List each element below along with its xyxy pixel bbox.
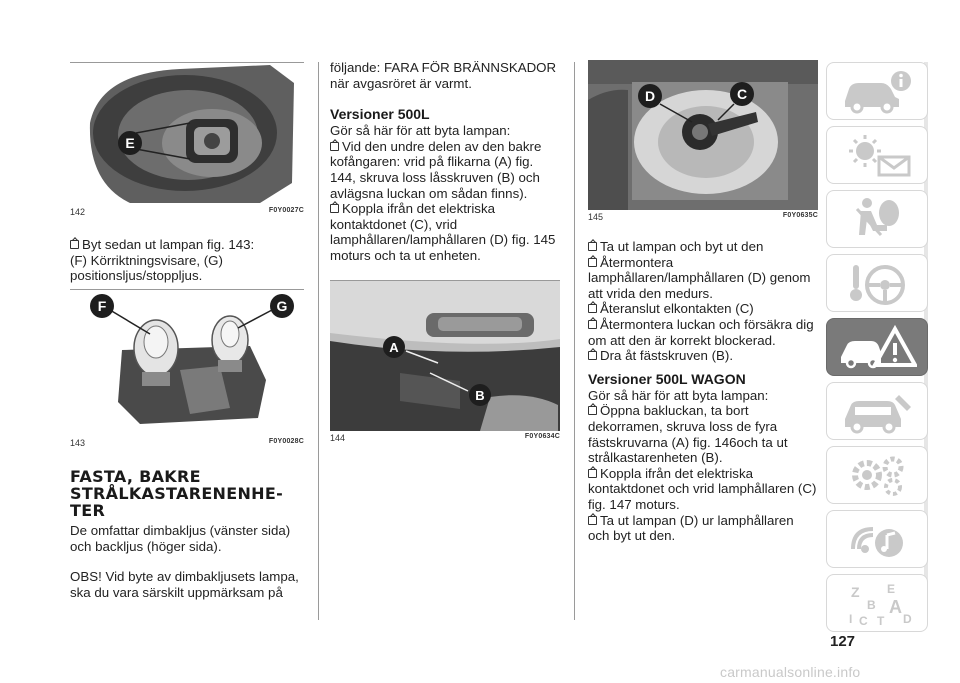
sidebar-tab-car-info[interactable] [826, 62, 928, 120]
checkbox-icon [588, 516, 597, 525]
sidebar-tab-starting[interactable] [826, 254, 928, 312]
bullet-line [588, 255, 818, 302]
checkbox-icon [330, 204, 339, 213]
key-steering-icon [837, 259, 917, 307]
figure-144 [330, 280, 560, 443]
sidebar-tab-multimedia[interactable] [826, 510, 928, 568]
figure-144-illustration [330, 281, 560, 431]
bullet-text: Koppla ifrån det elektriska kontaktdonet (C), vrid lamphållaren/lamphållaren (D) fig. 145 moturs och ta ut enheten. [330, 201, 556, 263]
multimedia-icon [837, 515, 917, 563]
bullet-text: Öppna bakluckan, ta bort dekorramen, skruva loss de fyra fästskruvarna (A) fig. 146och ta ut strålkastarenheten (B). [588, 403, 788, 466]
callout-label: D [644, 88, 656, 104]
sidebar-tab-lights[interactable] [826, 126, 928, 184]
lights-message-icon [837, 131, 917, 179]
bullet-text: Koppla ifrån det elektriska kontaktdonet och vrid lamphållaren (C) fig. 147 moturs. [588, 465, 817, 512]
figure-145 [588, 60, 818, 222]
alphabet-index-icon [837, 579, 917, 627]
checkbox-icon [588, 351, 597, 360]
safety-airbag-icon [837, 195, 917, 243]
svg-text:E: E [887, 582, 896, 596]
callout-label: F [97, 298, 107, 314]
bullet-text: Vid den undre delen av den bakre kofångaren: vrid på flikarna (A) fig. 144, skruva loss låsskruven (B) och avlägsna luckan om sådan finns). [330, 138, 542, 201]
svg-text:D: D [903, 612, 912, 626]
checkbox-icon [588, 242, 597, 251]
bullet-text: Ta ut lampan och byt ut den [600, 239, 764, 254]
car-info-icon [837, 67, 917, 115]
svg-text:I: I [849, 612, 853, 626]
section-heading: Versioner 500L [330, 106, 430, 123]
bullet-line [588, 513, 818, 544]
callout-label: A [389, 340, 399, 355]
bullet-text: Byt sedan ut lampan fig. 143: [82, 237, 255, 252]
page-number: 127 [830, 633, 856, 650]
figure-caption [70, 207, 304, 217]
svg-text:Z: Z [851, 584, 860, 600]
figure-number: 142 [70, 207, 86, 217]
figure-caption [70, 438, 304, 448]
sidebar-tab-service[interactable] [826, 382, 928, 440]
text-block-1 [70, 237, 304, 284]
bullet-text: Ta ut lampan (D) ur lamphållaren och byt ut den. [588, 512, 794, 544]
car-service-icon [837, 387, 917, 435]
watermark: carmanualsonline.info [720, 664, 861, 680]
figure-143-illustration [70, 290, 304, 436]
callout-label: B [475, 388, 485, 403]
text-block-2 [70, 468, 304, 600]
figure-145-illustration [588, 60, 818, 210]
paragraph: Gör så här för att byta lampan: [588, 387, 769, 403]
checkbox-icon [588, 469, 597, 478]
paragraph: De omfattar dimbakljus (vänster sida) och backljus (höger sida). [70, 523, 291, 554]
paragraph: OBS! Vid byte av dimbakljusets lampa, ska du vara särskilt uppmärksam på [70, 569, 299, 600]
sidebar-tab-emergency[interactable] [826, 318, 928, 376]
sidebar-tab-index[interactable] [826, 574, 928, 632]
callout-label: C [736, 86, 748, 102]
figure-code: F0Y0028C [268, 438, 304, 445]
bullet-text: Återmontera lamphållaren/lamphållaren (D) genom att vrida den medurs. [588, 254, 811, 301]
sidebar-tab-safety[interactable] [826, 190, 928, 248]
callout-label: G [276, 298, 288, 314]
figure-142 [70, 62, 304, 217]
bullet-line [330, 139, 560, 201]
checkbox-icon [588, 258, 597, 267]
callout-label: E [125, 135, 135, 151]
svg-text:C: C [859, 614, 868, 627]
paragraph: Gör så här för att byta lampan: [330, 123, 511, 139]
figure-142-illustration [70, 63, 304, 205]
bullet-line [588, 348, 818, 364]
section-heading: Versioner 500L WAGON [588, 370, 746, 387]
checkbox-icon [588, 304, 597, 313]
figure-caption [588, 212, 818, 222]
figure-code: F0Y0634C [524, 433, 560, 440]
svg-text:B: B [867, 598, 876, 612]
text-block-4 [588, 239, 818, 544]
paragraph: följande: FARA FÖR BRÄNNSKADOR när avgasröret är varmt. [330, 60, 557, 91]
checkbox-icon [330, 142, 339, 151]
figure-number: 144 [330, 433, 346, 443]
bullet-line [330, 201, 560, 263]
column-divider [318, 62, 319, 620]
text-block-3 [330, 60, 560, 264]
bullet-line [70, 237, 304, 253]
car-warning-triangle-icon [837, 323, 917, 371]
bullet-text: Återmontera luckan och försäkra dig om att den är korrekt blockerad. [588, 316, 814, 348]
bullet-line [588, 466, 818, 513]
bullet-line [588, 403, 818, 465]
bullet-line [588, 317, 818, 348]
figure-caption [330, 433, 560, 443]
bullet-line [588, 301, 818, 317]
column-divider [574, 62, 575, 620]
figure-code: F0Y0635C [782, 212, 818, 219]
bullet-text: Återanslut elkontakten (C) [600, 301, 754, 317]
figure-143 [70, 289, 304, 448]
sidebar-tab-technical[interactable] [826, 446, 928, 504]
chapter-sidebar [826, 62, 930, 638]
figure-number: 143 [70, 438, 86, 448]
svg-text:A: A [889, 597, 902, 617]
section-heading: FASTA, BAKRE STRÅLKASTARENENHE-TER [70, 467, 284, 520]
figure-code: F0Y0027C [268, 207, 304, 214]
bullet-text: Dra åt fästskruven (B). [600, 348, 734, 364]
figure-number: 145 [588, 212, 604, 222]
paragraph: (F) Körriktningsvisare, (G) positionsljus/stoppljus. [70, 252, 223, 284]
checkbox-icon [588, 320, 597, 329]
checkbox-icon [588, 406, 597, 415]
bullet-line [588, 239, 818, 255]
tools-gears-icon [837, 451, 917, 499]
checkbox-icon [70, 240, 79, 249]
svg-text:T: T [877, 614, 885, 627]
